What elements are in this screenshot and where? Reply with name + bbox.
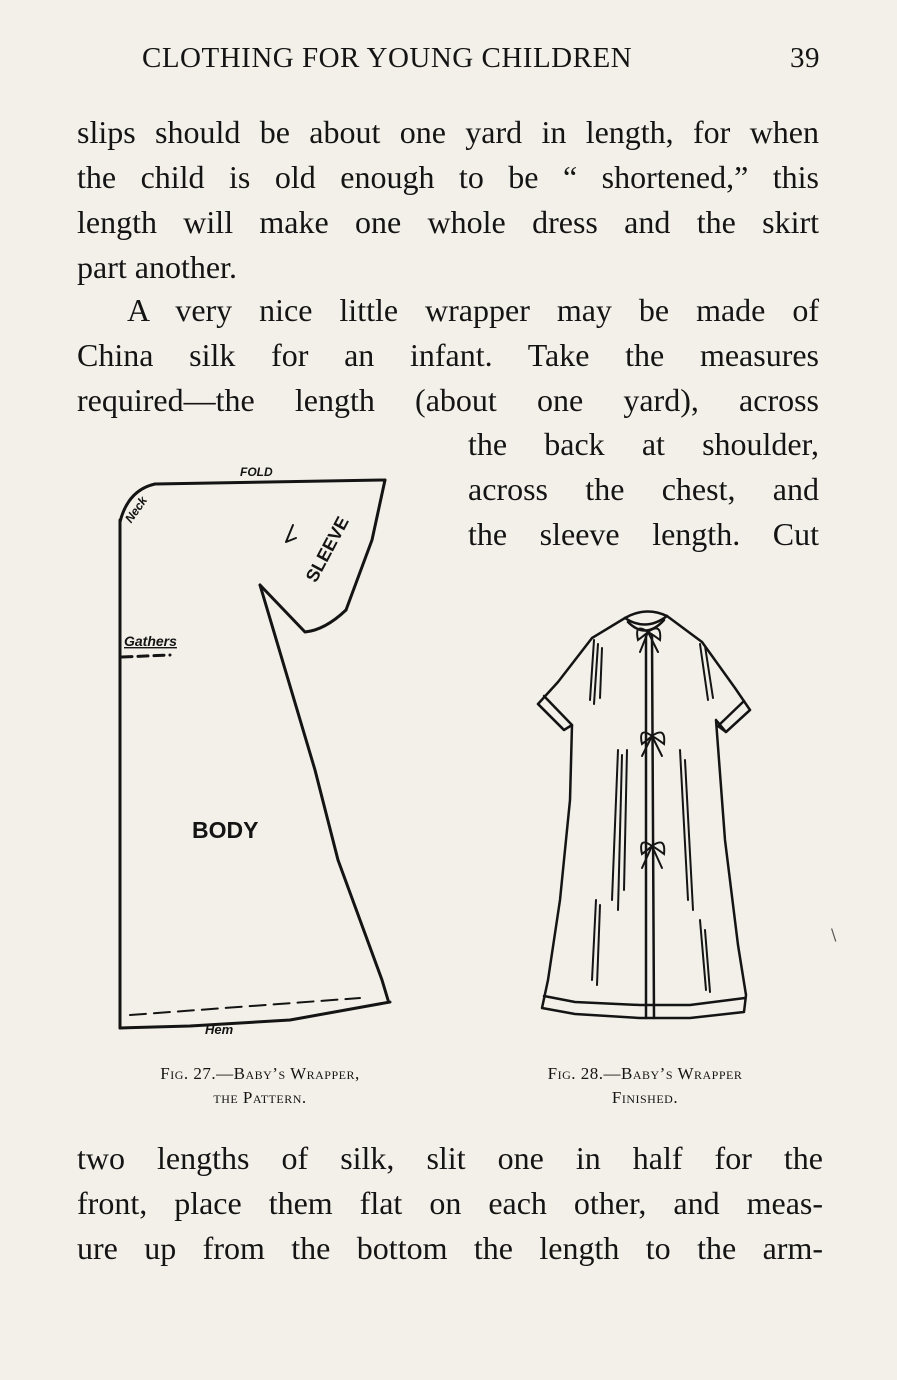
gathers-label: Gathers [124, 633, 177, 649]
text-line: front, place them flat on each other, and meas- [77, 1185, 823, 1221]
text-line: across the chest, and [468, 471, 819, 507]
text-line: two lengths of silk, slit one in half for the [77, 1140, 823, 1176]
text-line: the back at shoulder, [468, 426, 819, 462]
caption-line: Finished. [611, 1088, 679, 1107]
garment-outline [538, 611, 750, 1018]
stray-mark: \ [831, 925, 837, 944]
fold-label: FOLD [240, 465, 273, 479]
paragraph-2 [77, 288, 819, 423]
hem-label: Hem [205, 1022, 234, 1037]
finished-wrapper-figure [530, 600, 762, 1040]
caption-line: Fig. 28.—Baby’s Wrapper [547, 1064, 743, 1083]
text-line: length will make one whole dress and the skirt [77, 204, 819, 240]
side-seam [260, 585, 388, 1000]
sleeve-edge [346, 480, 385, 610]
text-line: slips should be about one yard in length, for when [77, 114, 819, 150]
caption-line: the Pattern. [213, 1088, 307, 1107]
gathers-dash [122, 655, 170, 657]
page-number: 39 [790, 42, 820, 74]
text-line: A very nice little wrapper may be made of [127, 292, 819, 328]
text-line: required—the length (about one yard), across [77, 382, 819, 418]
paragraph-1 [77, 110, 819, 290]
running-title: CLOTHING FOR YOUNG CHILDREN [142, 42, 633, 74]
text-line: ure up from the bottom the length to the arm- [77, 1230, 823, 1266]
neck-label: Neck [122, 493, 151, 526]
paragraph-3 [77, 1136, 823, 1271]
page-header [142, 42, 822, 82]
fold-line [155, 480, 385, 484]
text-line: the child is old enough to be “ shortened,” this [77, 159, 819, 195]
figure-28-caption [480, 1062, 810, 1110]
text-line: part another. [77, 249, 237, 285]
text-line: the sleeve length. Cut [468, 516, 819, 552]
figure-27-caption [100, 1062, 420, 1110]
text-line: China silk for an infant. Take the measures [77, 337, 819, 373]
paragraph-2-wrapped [468, 422, 819, 557]
caption-line: Fig. 27.—Baby’s Wrapper, [160, 1064, 360, 1083]
wrapper-pattern-figure [110, 460, 410, 1040]
sleeve-label: SLEEVE [301, 513, 353, 586]
body-label: BODY [192, 817, 259, 843]
